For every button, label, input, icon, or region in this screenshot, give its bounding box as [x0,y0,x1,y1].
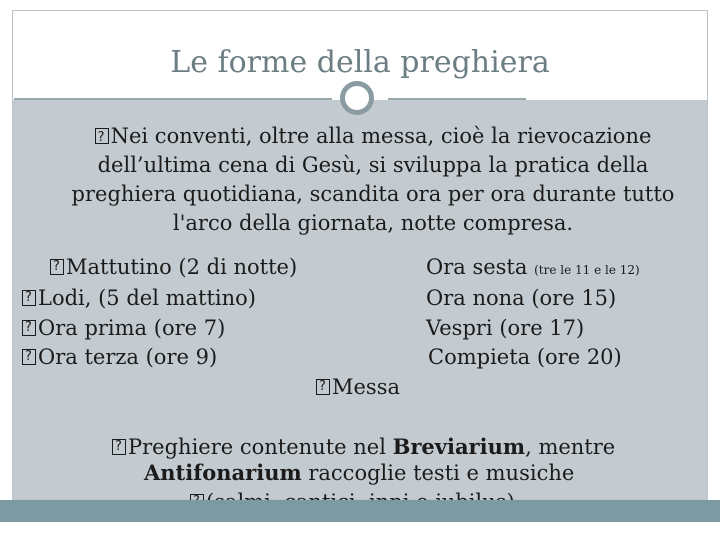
intro-text: Nei conventi, oltre alla messa, cioè la rievocazione dell’ultima cena di Gesù, si sviluppa la pratica della preghiera quotidiana, scandita ora per ora durante tutto l'arco della giornata, notte compresa. [71,124,675,235]
hour-nona: Ora nona (ore 15) [426,286,617,310]
bullet-icon [316,379,330,395]
hour-vespri: Vespri (ore 17) [426,316,585,340]
books-text: Preghiere contenute nel [128,435,393,459]
books-line-1 [112,434,615,460]
antifonarium-term: Antifonarium [144,460,302,485]
hour-item [50,255,297,280]
books-text: , mentre [525,435,616,459]
bullet-icon [95,128,109,144]
books-line-2 [144,460,574,486]
hour-mattutino: Mattutino (2 di notte) [66,255,298,279]
slide-title: Le forme della preghiera [170,45,550,80]
bullet-icon [22,349,36,365]
hour-sesta-label: Ora sesta [426,255,535,279]
hour-sesta [426,255,640,283]
hour-lodi: Lodi, (5 del mattino) [38,286,256,310]
messa-label: Messa [332,375,401,399]
hour-prima: Ora prima (ore 7) [38,316,226,340]
books-text: raccoglie testi e musiche [301,461,575,485]
hour-sesta-note: (tre le 11 e le 12) [534,263,640,277]
bullet-icon [22,320,36,336]
messa-item [316,375,400,400]
hour-terza: Ora terza (ore 9) [38,345,218,369]
bullet-icon [22,290,36,306]
hour-item [22,286,256,311]
bullet-icon [112,439,126,455]
breviarium-term: Breviarium [392,434,526,459]
bottom-band [0,500,720,522]
hour-item [22,345,217,370]
hour-item [22,316,225,341]
hour-compieta: Compieta (ore 20) [428,345,622,369]
bullet-icon [50,259,64,275]
intro-paragraph [58,122,688,238]
